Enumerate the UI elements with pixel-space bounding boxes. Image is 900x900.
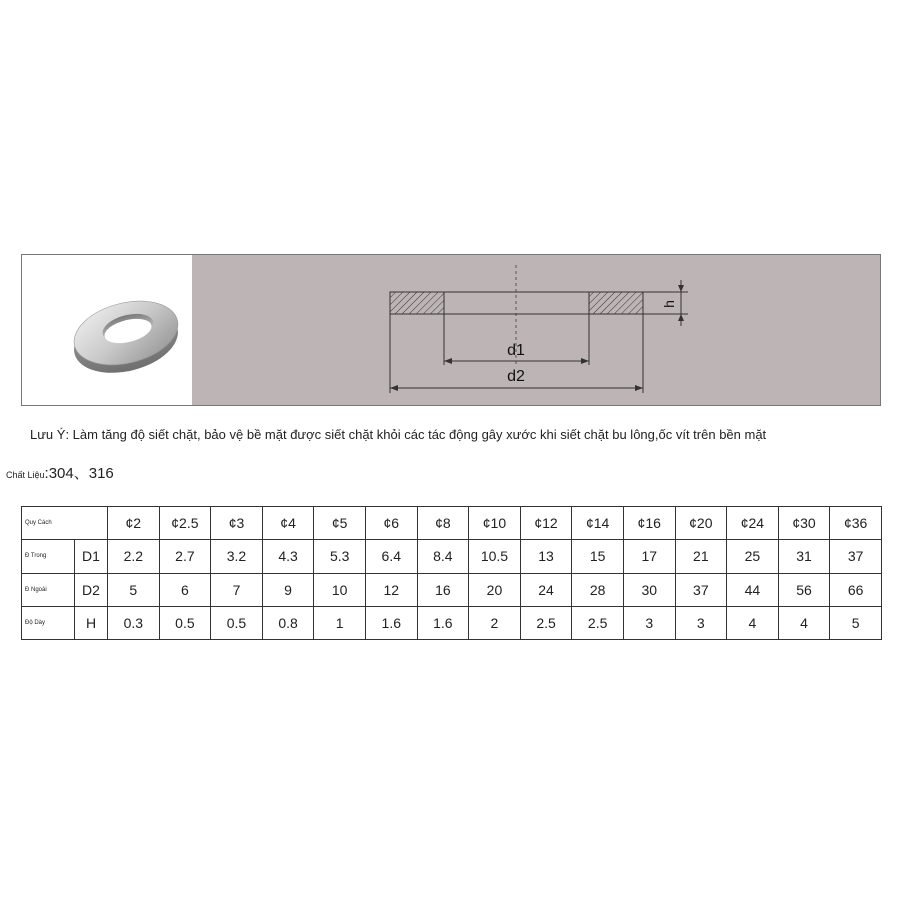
value-cell: 1 (314, 606, 366, 639)
row-symbol-cell: D2 (75, 573, 108, 606)
value-cell: 10 (314, 573, 366, 606)
dim-label-d1: d1 (507, 342, 525, 359)
value-cell: 6.4 (365, 540, 417, 573)
value-cell: 8.4 (417, 540, 469, 573)
value-cell: 15 (572, 540, 624, 573)
table-header-row (22, 507, 882, 540)
value-cell: 13 (520, 540, 572, 573)
material-line (6, 462, 114, 483)
value-cell: 10.5 (469, 540, 521, 573)
washer-section-right (589, 292, 643, 314)
size-header-cell: ¢8 (417, 507, 469, 540)
value-cell: 7 (211, 573, 263, 606)
value-cell: 0.5 (211, 606, 263, 639)
value-cell: 28 (572, 573, 624, 606)
size-header-cell: ¢16 (623, 507, 675, 540)
value-cell: 9 (262, 573, 314, 606)
row-label-cell: Độ Dày (22, 606, 75, 639)
dim-label-h: h (661, 300, 677, 308)
value-cell: 56 (778, 573, 830, 606)
value-cell: 37 (830, 540, 882, 573)
size-header-cell: ¢4 (262, 507, 314, 540)
table-row (22, 573, 882, 606)
value-cell: 2.5 (572, 606, 624, 639)
row-label-cell: Đ Trong (22, 540, 75, 573)
value-cell: 3 (623, 606, 675, 639)
value-cell: 12 (365, 573, 417, 606)
material-value: :304、316 (44, 465, 114, 482)
value-cell: 24 (520, 573, 572, 606)
size-header-cell: ¢10 (469, 507, 521, 540)
table-row (22, 540, 882, 573)
value-cell: 2.7 (159, 540, 211, 573)
material-label: Chất Liệu (6, 470, 45, 480)
row-symbol-cell: H (75, 606, 108, 639)
value-cell: 25 (727, 540, 779, 573)
row-label-cell: Đ Ngoài (22, 573, 75, 606)
value-cell: 30 (623, 573, 675, 606)
value-cell: 5 (108, 573, 160, 606)
spec-table (21, 506, 882, 640)
usage-note: Lưu Ý: Làm tăng độ siết chặt, bảo vệ bề mặt được siết chặt khỏi các tác động gây xước khi siết chặt bu lông,ốc vít trên bền mặt (30, 427, 767, 442)
size-header-cell: ¢24 (727, 507, 779, 540)
size-header-cell: ¢3 (211, 507, 263, 540)
dim-label-d2: d2 (507, 368, 525, 385)
value-cell: 6 (159, 573, 211, 606)
value-cell: 16 (417, 573, 469, 606)
value-cell: 37 (675, 573, 727, 606)
size-header-cell: ¢20 (675, 507, 727, 540)
value-cell: 1.6 (417, 606, 469, 639)
value-cell: 20 (469, 573, 521, 606)
size-header-cell: ¢14 (572, 507, 624, 540)
washer-photo (22, 255, 192, 405)
value-cell: 21 (675, 540, 727, 573)
value-cell: 0.3 (108, 606, 160, 639)
dimension-diagram (192, 255, 880, 405)
value-cell: 0.5 (159, 606, 211, 639)
spec-label-cell: Quy Cách (22, 507, 108, 540)
value-cell: 1.6 (365, 606, 417, 639)
value-cell: 5.3 (314, 540, 366, 573)
value-cell: 5 (830, 606, 882, 639)
size-header-cell: ¢6 (365, 507, 417, 540)
washer-section-left (390, 292, 444, 314)
table-row (22, 606, 882, 639)
value-cell: 0.8 (262, 606, 314, 639)
size-header-cell: ¢36 (830, 507, 882, 540)
row-symbol-cell: D1 (75, 540, 108, 573)
value-cell: 2.2 (108, 540, 160, 573)
value-cell: 44 (727, 573, 779, 606)
value-cell: 31 (778, 540, 830, 573)
size-header-cell: ¢30 (778, 507, 830, 540)
value-cell: 2 (469, 606, 521, 639)
size-header-cell: ¢2 (108, 507, 160, 540)
value-cell: 66 (830, 573, 882, 606)
washer-image (22, 255, 192, 405)
value-cell: 2.5 (520, 606, 572, 639)
value-cell: 4 (727, 606, 779, 639)
product-banner (21, 254, 881, 406)
value-cell: 4.3 (262, 540, 314, 573)
value-cell: 17 (623, 540, 675, 573)
value-cell: 4 (778, 606, 830, 639)
size-header-cell: ¢5 (314, 507, 366, 540)
value-cell: 3.2 (211, 540, 263, 573)
value-cell: 3 (675, 606, 727, 639)
size-header-cell: ¢12 (520, 507, 572, 540)
size-header-cell: ¢2.5 (159, 507, 211, 540)
